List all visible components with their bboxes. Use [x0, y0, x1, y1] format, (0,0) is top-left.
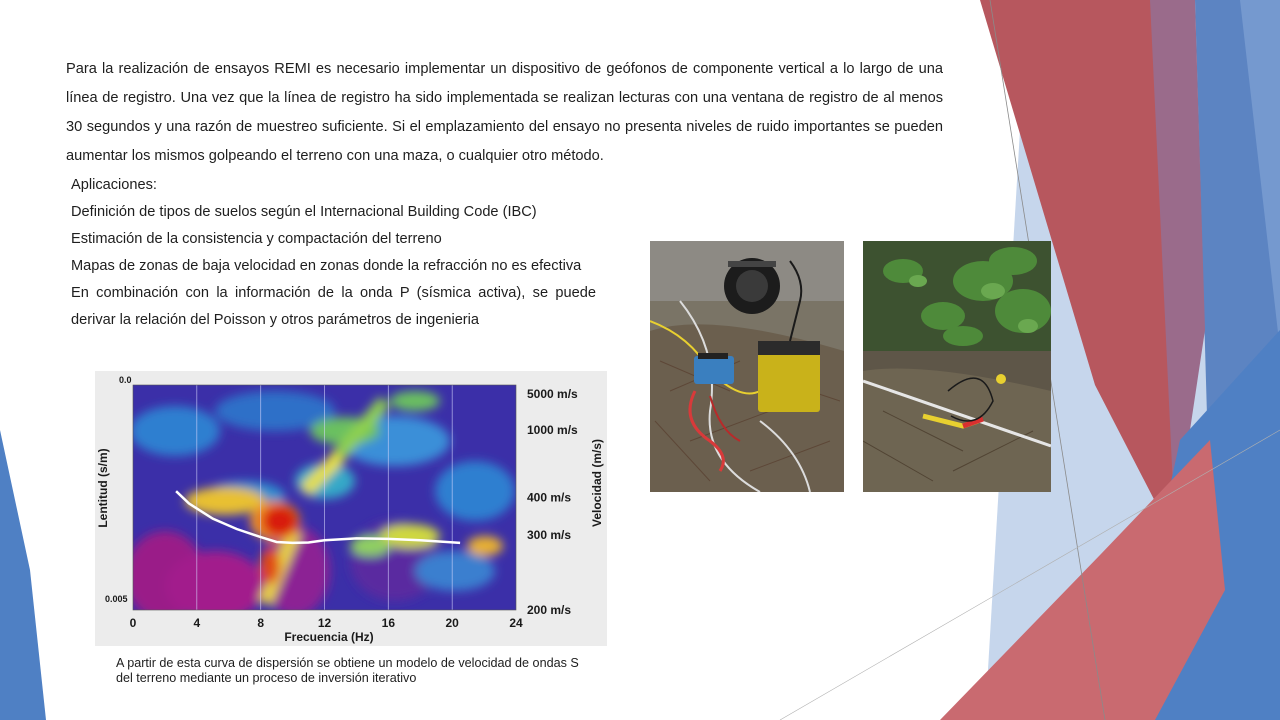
application-item: derivar la relación del Poisson y otros parámetros de ingenieria: [71, 312, 480, 328]
velocity-tick-label: 1000 m/s: [527, 423, 578, 437]
velocity-tick-label: 5000 m/s: [527, 387, 578, 401]
figure-caption: A partir de esta curva de dispersión se obtiene un modelo de velocidad de ondas S del terreno mediante un proceso de inversión iterativo: [116, 656, 579, 685]
velocity-tick-label: 200 m/s: [527, 603, 572, 617]
dispersion-chart: [95, 371, 607, 646]
slowness-top-label: 0.0: [119, 375, 132, 385]
x-tick-label: 16: [381, 616, 396, 630]
geophone-cable-photo: [863, 241, 1051, 492]
velocity-tick-label: 400 m/s: [527, 490, 572, 505]
application-item: Estimación de la consistencia y compactación del terreno: [71, 231, 442, 247]
dispersion-figure: [95, 371, 607, 646]
x-tick-labels: [130, 616, 523, 630]
intro-paragraph: Para la realización de ensayos REMI es necesario implementar un dispositivo de geófonos de componente vertical a lo largo de una línea de registro. Una vez que la línea de registro ha sido implementada se realizan lecturas con una ventana de registro de al menos 30 segundos y una razón de muestreo suficiente. Si el emplazamiento del ensayo no presenta niveles de ruido importantes se pueden aumentar los mismos golpeando el terreno con una maza, o cualquier otro método.: [66, 61, 943, 164]
x-tick-label: 12: [317, 616, 332, 630]
application-item: Mapas de zonas de baja velocidad en zonas donde la refracción no es efectiva: [71, 258, 582, 274]
velocity-tick-label: 300 m/s: [527, 528, 572, 542]
seismograph-equipment-photo: [650, 241, 844, 492]
x-tick-label: 0: [129, 616, 137, 630]
x-axis-label: Frecuencia (Hz): [284, 630, 374, 644]
x-tick-label: 8: [257, 616, 265, 630]
x-tick-label: 4: [193, 616, 201, 630]
application-item: Definición de tipos de suelos según el Internacional Building Code (IBC): [71, 204, 537, 220]
deco-left-blue: [0, 430, 46, 720]
x-tick-label: 24: [509, 616, 523, 630]
application-item: En combinación con la información de la onda P (sísmica activa), se puede: [71, 285, 596, 301]
y-axis-right-label: Velocidad (m/s): [590, 438, 604, 528]
y-axis-left-label: Lentitud (s/m): [96, 448, 110, 528]
applications-heading: Aplicaciones:: [71, 177, 157, 193]
velocity-tick-labels: [527, 387, 578, 617]
x-tick-label: 20: [445, 616, 459, 630]
heatmap: [125, 385, 516, 621]
slowness-bottom-label: 0.005: [105, 594, 128, 604]
applications-list: [71, 172, 596, 334]
